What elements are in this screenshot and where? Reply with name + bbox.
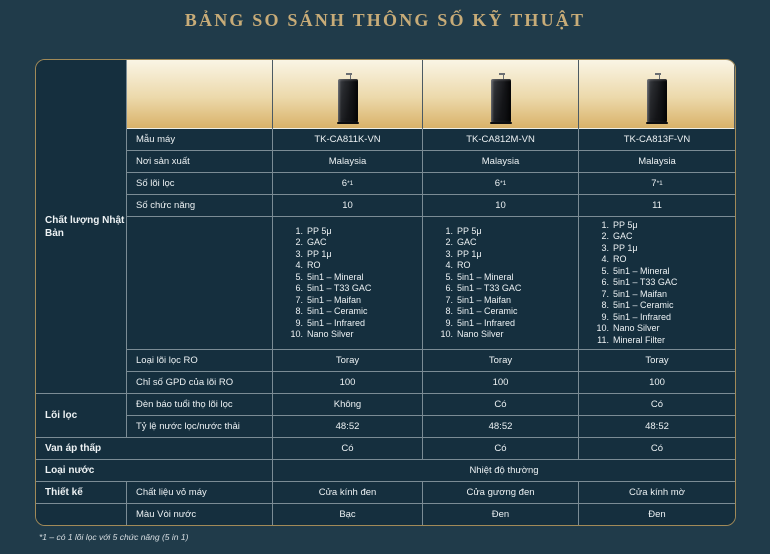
cell-ratio-value-3: 48:52 bbox=[579, 416, 735, 438]
header-spacer-cell bbox=[127, 60, 273, 129]
cell-model-label: Mẫu máy bbox=[127, 129, 273, 151]
cell-cores-value-3: 7 *1 bbox=[579, 173, 735, 195]
filter-list-item: 6. 5in1 – T33 GAC bbox=[445, 283, 522, 293]
product-image-3 bbox=[644, 72, 670, 124]
filter-list-item: 7. 5in1 – Maifan bbox=[295, 294, 362, 305]
cell-model-value-1: TK-CA811K-VN bbox=[273, 129, 423, 151]
cell-body-material-value-1: Cửa kính đen bbox=[273, 482, 423, 504]
cell-water-type-value: Nhiệt độ thường bbox=[273, 460, 735, 482]
cell-ro-type-value-1: Toray bbox=[273, 350, 423, 372]
filter-list-item: 4. RO bbox=[295, 260, 321, 270]
cell-valve-value-1: Có bbox=[273, 438, 423, 460]
filter-list-item: 2. GAC bbox=[445, 237, 477, 247]
filter-list-item: 9. 5in1 – Infrared bbox=[445, 317, 516, 328]
filter-list-item: 1. PP 5μ bbox=[295, 225, 332, 236]
cell-body-material-value-3: Cửa kính mờ bbox=[579, 482, 735, 504]
filter-list-item: 7. 5in1 – Maifan bbox=[601, 288, 668, 299]
filter-list-item: 8. 5in1 – Ceramic bbox=[601, 300, 674, 311]
cell-cores-value-2: 6 *1 bbox=[423, 173, 579, 195]
cell-origin-label: Nơi sản xuất bbox=[127, 151, 273, 173]
cell-cores-value-1: 6 *1 bbox=[273, 173, 423, 195]
cell-faucet-color-value-1: Bạc bbox=[273, 504, 423, 525]
filter-list-item: 8. 5in1 – Ceramic bbox=[295, 306, 368, 316]
cell-filters-list-2 bbox=[423, 217, 579, 350]
cell-filters-list-1 bbox=[273, 217, 423, 350]
filter-list-item: 10. Nano Silver bbox=[290, 329, 354, 339]
cell-origin-value-1: Malaysia bbox=[273, 151, 423, 173]
cell-valve-value-2: Có bbox=[423, 438, 579, 460]
cell-design-empty bbox=[36, 504, 127, 525]
cell-filters-list-3 bbox=[579, 217, 735, 350]
cell-origin-value-3: Malaysia bbox=[579, 151, 735, 173]
tower-body bbox=[491, 79, 511, 122]
product-image-1 bbox=[335, 72, 361, 124]
filter-list-item: 5. 5in1 – Mineral bbox=[445, 271, 514, 282]
group-quality: Chất lượng Nhật Bản bbox=[36, 60, 127, 394]
cell-filters-label-empty bbox=[127, 217, 273, 350]
cell-functions-value-3: 11 bbox=[579, 195, 735, 217]
tower-body bbox=[647, 79, 667, 122]
cell-gpd-value-1: 100 bbox=[273, 372, 423, 394]
filter-list-item: 2. GAC bbox=[601, 231, 633, 242]
filter-list-item: 2. GAC bbox=[295, 237, 327, 247]
group-filter: Lõi lọc bbox=[36, 394, 127, 438]
filter-list-item: 1. PP 5μ bbox=[601, 219, 638, 230]
cell-life-light-value-2: Có bbox=[423, 394, 579, 416]
header-product-3 bbox=[579, 60, 735, 129]
filter-list-item: 8. 5in1 – Ceramic bbox=[445, 306, 518, 316]
cell-functions-value-1: 10 bbox=[273, 195, 423, 217]
comparison-table bbox=[35, 59, 736, 526]
filter-list-item: 4. RO bbox=[601, 254, 627, 265]
filter-list-item: 3. PP 1μ bbox=[601, 242, 638, 253]
cell-water-type-label: Loại nước bbox=[36, 460, 273, 482]
cell-ratio-value-2: 48:52 bbox=[423, 416, 579, 438]
filter-list-item: 4. RO bbox=[445, 260, 471, 270]
filter-list bbox=[273, 226, 371, 341]
cell-origin-value-2: Malaysia bbox=[423, 151, 579, 173]
cell-functions-value-2: 10 bbox=[423, 195, 579, 217]
cell-cores-label: Số lõi lọc bbox=[127, 173, 273, 195]
cell-ro-type-value-2: Toray bbox=[423, 350, 579, 372]
cell-ratio-label: Tỷ lệ nước lọc/nước thải bbox=[127, 416, 273, 438]
cores-value: 6 bbox=[494, 178, 501, 189]
group-design: Thiết kế bbox=[36, 482, 127, 504]
product-image-2 bbox=[488, 72, 514, 124]
filter-list-item: 3. PP 1μ bbox=[445, 248, 482, 259]
filter-list-item: 5. 5in1 – Mineral bbox=[601, 265, 670, 276]
filter-list-item: 10. Nano Silver bbox=[440, 329, 504, 339]
filter-list-item: 1. PP 5μ bbox=[445, 225, 482, 236]
header-product-2 bbox=[423, 60, 579, 129]
page-title: BẢNG SO SÁNH THÔNG SỐ KỸ THUẬT bbox=[184, 10, 586, 30]
filter-list-item: 10. Nano Silver bbox=[596, 323, 660, 334]
footnote: *1 – có 1 lõi lọc với 5 chức năng (5 in 1) bbox=[39, 532, 189, 542]
cores-value: 6 bbox=[341, 178, 348, 189]
header-product-1 bbox=[273, 60, 423, 129]
cell-life-light-value-3: Có bbox=[579, 394, 735, 416]
filter-list bbox=[579, 220, 677, 347]
filter-list-item: 9. 5in1 – Infrared bbox=[601, 311, 672, 322]
filter-list-item: 7. 5in1 – Maifan bbox=[445, 294, 512, 305]
cell-body-material-label: Chất liệu vỏ máy bbox=[127, 482, 273, 504]
cell-model-value-3: TK-CA813F-VN bbox=[579, 129, 735, 151]
tower-body bbox=[338, 79, 358, 122]
cell-ro-type-label: Loại lõi lọc RO bbox=[127, 350, 273, 372]
cores-value: 7 bbox=[651, 178, 657, 189]
cell-body-material-value-2: Cửa gương đen bbox=[423, 482, 579, 504]
cell-gpd-value-2: 100 bbox=[423, 372, 579, 394]
cell-ratio-value-1: 48:52 bbox=[273, 416, 423, 438]
filter-list-item: 11. Mineral Filter bbox=[597, 334, 666, 345]
cell-life-light-label: Đèn báo tuổi thọ lõi lọc bbox=[127, 394, 273, 416]
cell-faucet-color-value-3: Đen bbox=[579, 504, 735, 525]
filter-list-item: 5. 5in1 – Mineral bbox=[295, 271, 364, 282]
filter-list-item: 6. 5in1 – T33 GAC bbox=[601, 277, 678, 288]
cell-life-light-value-1: Không bbox=[273, 394, 423, 416]
filter-list-item: 9. 5in1 – Infrared bbox=[295, 317, 366, 328]
filter-list-item: 6. 5in1 – T33 GAC bbox=[295, 283, 372, 293]
filter-list-item: 3. PP 1μ bbox=[295, 248, 332, 259]
cell-faucet-color-label: Màu Vòi nước bbox=[127, 504, 273, 525]
cell-model-value-2: TK-CA812M-VN bbox=[423, 129, 579, 151]
filter-list bbox=[423, 226, 521, 341]
cell-valve-label: Van áp thấp bbox=[36, 438, 273, 460]
cell-gpd-label: Chỉ số GPD của lõi RO bbox=[127, 372, 273, 394]
cell-faucet-color-value-2: Đen bbox=[423, 504, 579, 525]
cell-ro-type-value-3: Toray bbox=[579, 350, 735, 372]
cell-valve-value-3: Có bbox=[579, 438, 735, 460]
cell-functions-label: Số chức năng bbox=[127, 195, 273, 217]
cell-gpd-value-3: 100 bbox=[579, 372, 735, 394]
